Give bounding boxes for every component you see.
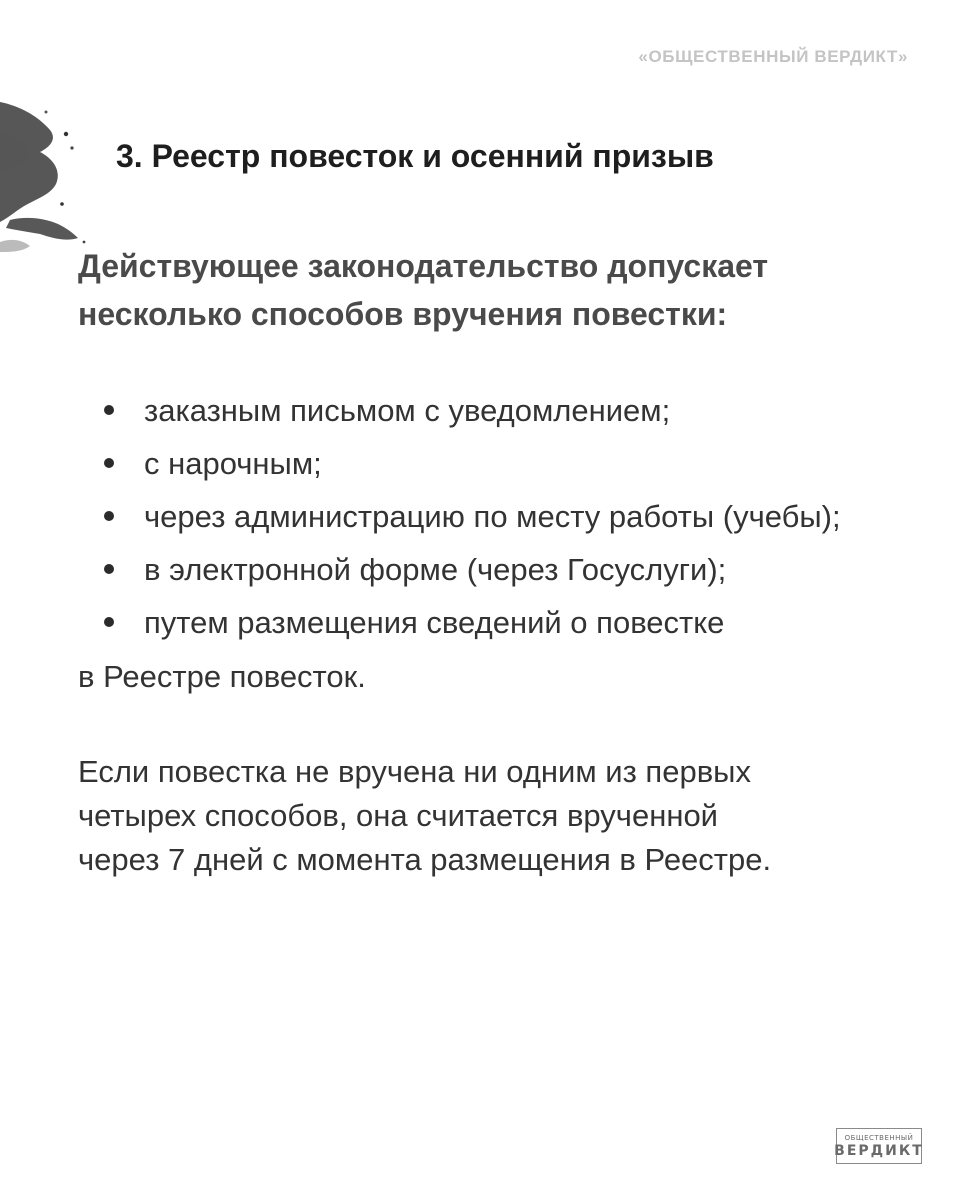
bullet-icon: [104, 617, 114, 627]
section-title: 3. Реестр повесток и осенний призыв: [116, 138, 714, 174]
list-item: [0, 490, 960, 543]
header-brand: «ОБЩЕСТВЕННЫЙ ВЕРДИКТ»: [638, 47, 908, 66]
list-item: [0, 543, 960, 596]
lead-line: Действующее законодательство допускает: [78, 248, 769, 284]
list-item-text: заказным письмом с уведомлением;: [144, 393, 671, 428]
logo-line: ВЕРДИКТ: [834, 1142, 924, 1159]
note-line: Если повестка не вручена ни одним из первых: [78, 754, 751, 789]
list-item-text: путем размещения сведений о повестке: [144, 605, 725, 640]
list-item: [0, 437, 960, 490]
note-line: четырех способов, она считается врученной: [78, 798, 718, 833]
logo-line: ОБЩЕСТВЕННЫЙ: [844, 1133, 914, 1142]
note-paragraph: [78, 750, 898, 882]
list-continuation: в Реестре повесток.: [78, 659, 366, 694]
list-item-text: в электронной форме (через Госуслуги);: [144, 552, 727, 587]
bullet-icon: [104, 511, 114, 521]
ink-splash-decoration: [0, 92, 120, 262]
brand-logo: [836, 1128, 922, 1164]
delivery-methods-list: [0, 384, 960, 649]
bullet-icon: [104, 564, 114, 574]
bullet-icon: [104, 405, 114, 415]
list-item-text: с нарочным;: [144, 446, 322, 481]
bullet-icon: [104, 458, 114, 468]
list-item-text: через администрацию по месту работы (учебы);: [144, 499, 841, 534]
list-item: [0, 596, 960, 649]
lead-paragraph: [78, 242, 898, 338]
note-line: через 7 дней с момента размещения в Реестре.: [78, 842, 772, 877]
list-item: [0, 384, 960, 437]
lead-line: несколько способов вручения повестки:: [78, 296, 728, 332]
